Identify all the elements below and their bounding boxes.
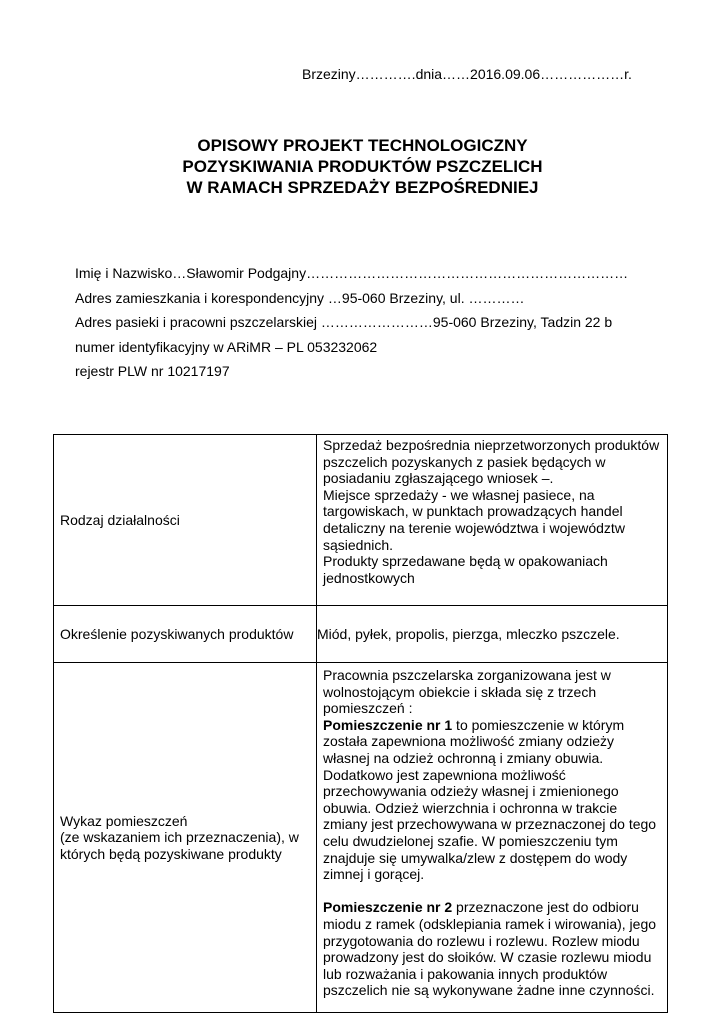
activity-type-content: [317, 435, 668, 606]
products-label: Określenie pozyskiwanych produktów: [54, 606, 317, 663]
title-line-2: POZYSKIWANIA PRODUKTÓW PSZCZELICH: [182, 157, 543, 176]
plw-registry: rejestr PLW nr 10217197: [75, 363, 230, 379]
room-2-title: Pomieszczenie nr 2: [323, 899, 453, 916]
arimr-number: numer identyfikacyjny w ARiMR – PL 053232062: [75, 338, 378, 355]
rooms-label: Wykaz pomieszczeń (ze wskazaniem ich przeznaczenia), w których będą pozyskiwane produkty: [54, 663, 317, 1013]
rooms-content: [317, 663, 668, 1013]
title-line-1: OPISOWY PROJEKT TECHNOLOGICZNY: [197, 136, 528, 155]
products-content: Miód, pyłek, propolis, pierzga, mleczko pszczele.: [317, 606, 668, 663]
activity-para-2: Miejsce sprzedaży - we własnej pasiece, na targowiskach, w punktach prowadzących handel detaliczny na terenie województwa i województw sąsiednich.: [323, 486, 625, 553]
room-2-text: przeznaczone jest do odbioru miodu z ramek (odsklepiania ramek i wirowania), jego przygotowania do rozlewu i rozlewu. Rozlew miodu prowadzony jest do słoików. W czasie rozlewu miodu lub rozważania i pakowania innych produktów pszczelich nie są wykonywane żadne inne czynności.: [323, 899, 657, 999]
date-line: Brzeziny………….dnia……2016.09.06………………r.: [302, 66, 632, 82]
title-line-3: W RAMACH SPRZEDAŻY BEZPOŚREDNIEJ: [186, 178, 539, 197]
room-1-title: Pomieszczenie nr 1: [323, 716, 453, 733]
room-2-description: [323, 899, 663, 999]
project-table: [53, 434, 668, 1013]
rooms-intro: Pracownia pszczelarska zorganizowana jest w wolnostojącym obiekcie i składa się z trzech pomieszczeń :: [323, 667, 611, 717]
applicant-address: Adres zamieszkania i korespondencyjny …95-060 Brzeziny, ul. …………: [75, 289, 525, 306]
applicant-name: Imię i Nazwisko…Sławomir Podgajny……………………………………………………………: [75, 265, 629, 281]
page-title: [0, 135, 725, 198]
applicant-info: [75, 261, 628, 384]
activity-type-label: Rodzaj działalności: [54, 435, 317, 606]
activity-para-1: Sprzedaż bezpośrednia nieprzetworzonych produktów pszczelich pozyskanych z pasiek będących w posiadaniu zgłaszającego wniosek –.: [323, 437, 660, 487]
activity-para-3: Produkty sprzedawane będą w opakowaniach jednostkowych: [323, 553, 608, 586]
room-1-description: [323, 717, 663, 883]
apiary-address: Adres pasieki i pracowni pszczelarskiej ……………………95-060 Brzeziny, Tadzin 22 b: [75, 314, 613, 330]
table-row: [54, 606, 668, 663]
table-row: [54, 435, 668, 606]
table-row: [54, 663, 668, 1013]
room-1-text: to pomieszczenie w którym została zapewniona możliwość zmiany odzieży własnej na odzież ochronną i zmiany obuwia. Dodatkowo jest zapewniona możliwość przechowywania odzieży własnej i zmienionego obuwia. Odzież wierzchnia i ochronna w trakcie zmiany jest przechowywana w przeznaczonej do tego celu dwudzielonej szafie. W pomieszczeniu tym znajduje się umywalka/zlew z dostępem do wody zimnej i gorącej.: [323, 716, 657, 883]
